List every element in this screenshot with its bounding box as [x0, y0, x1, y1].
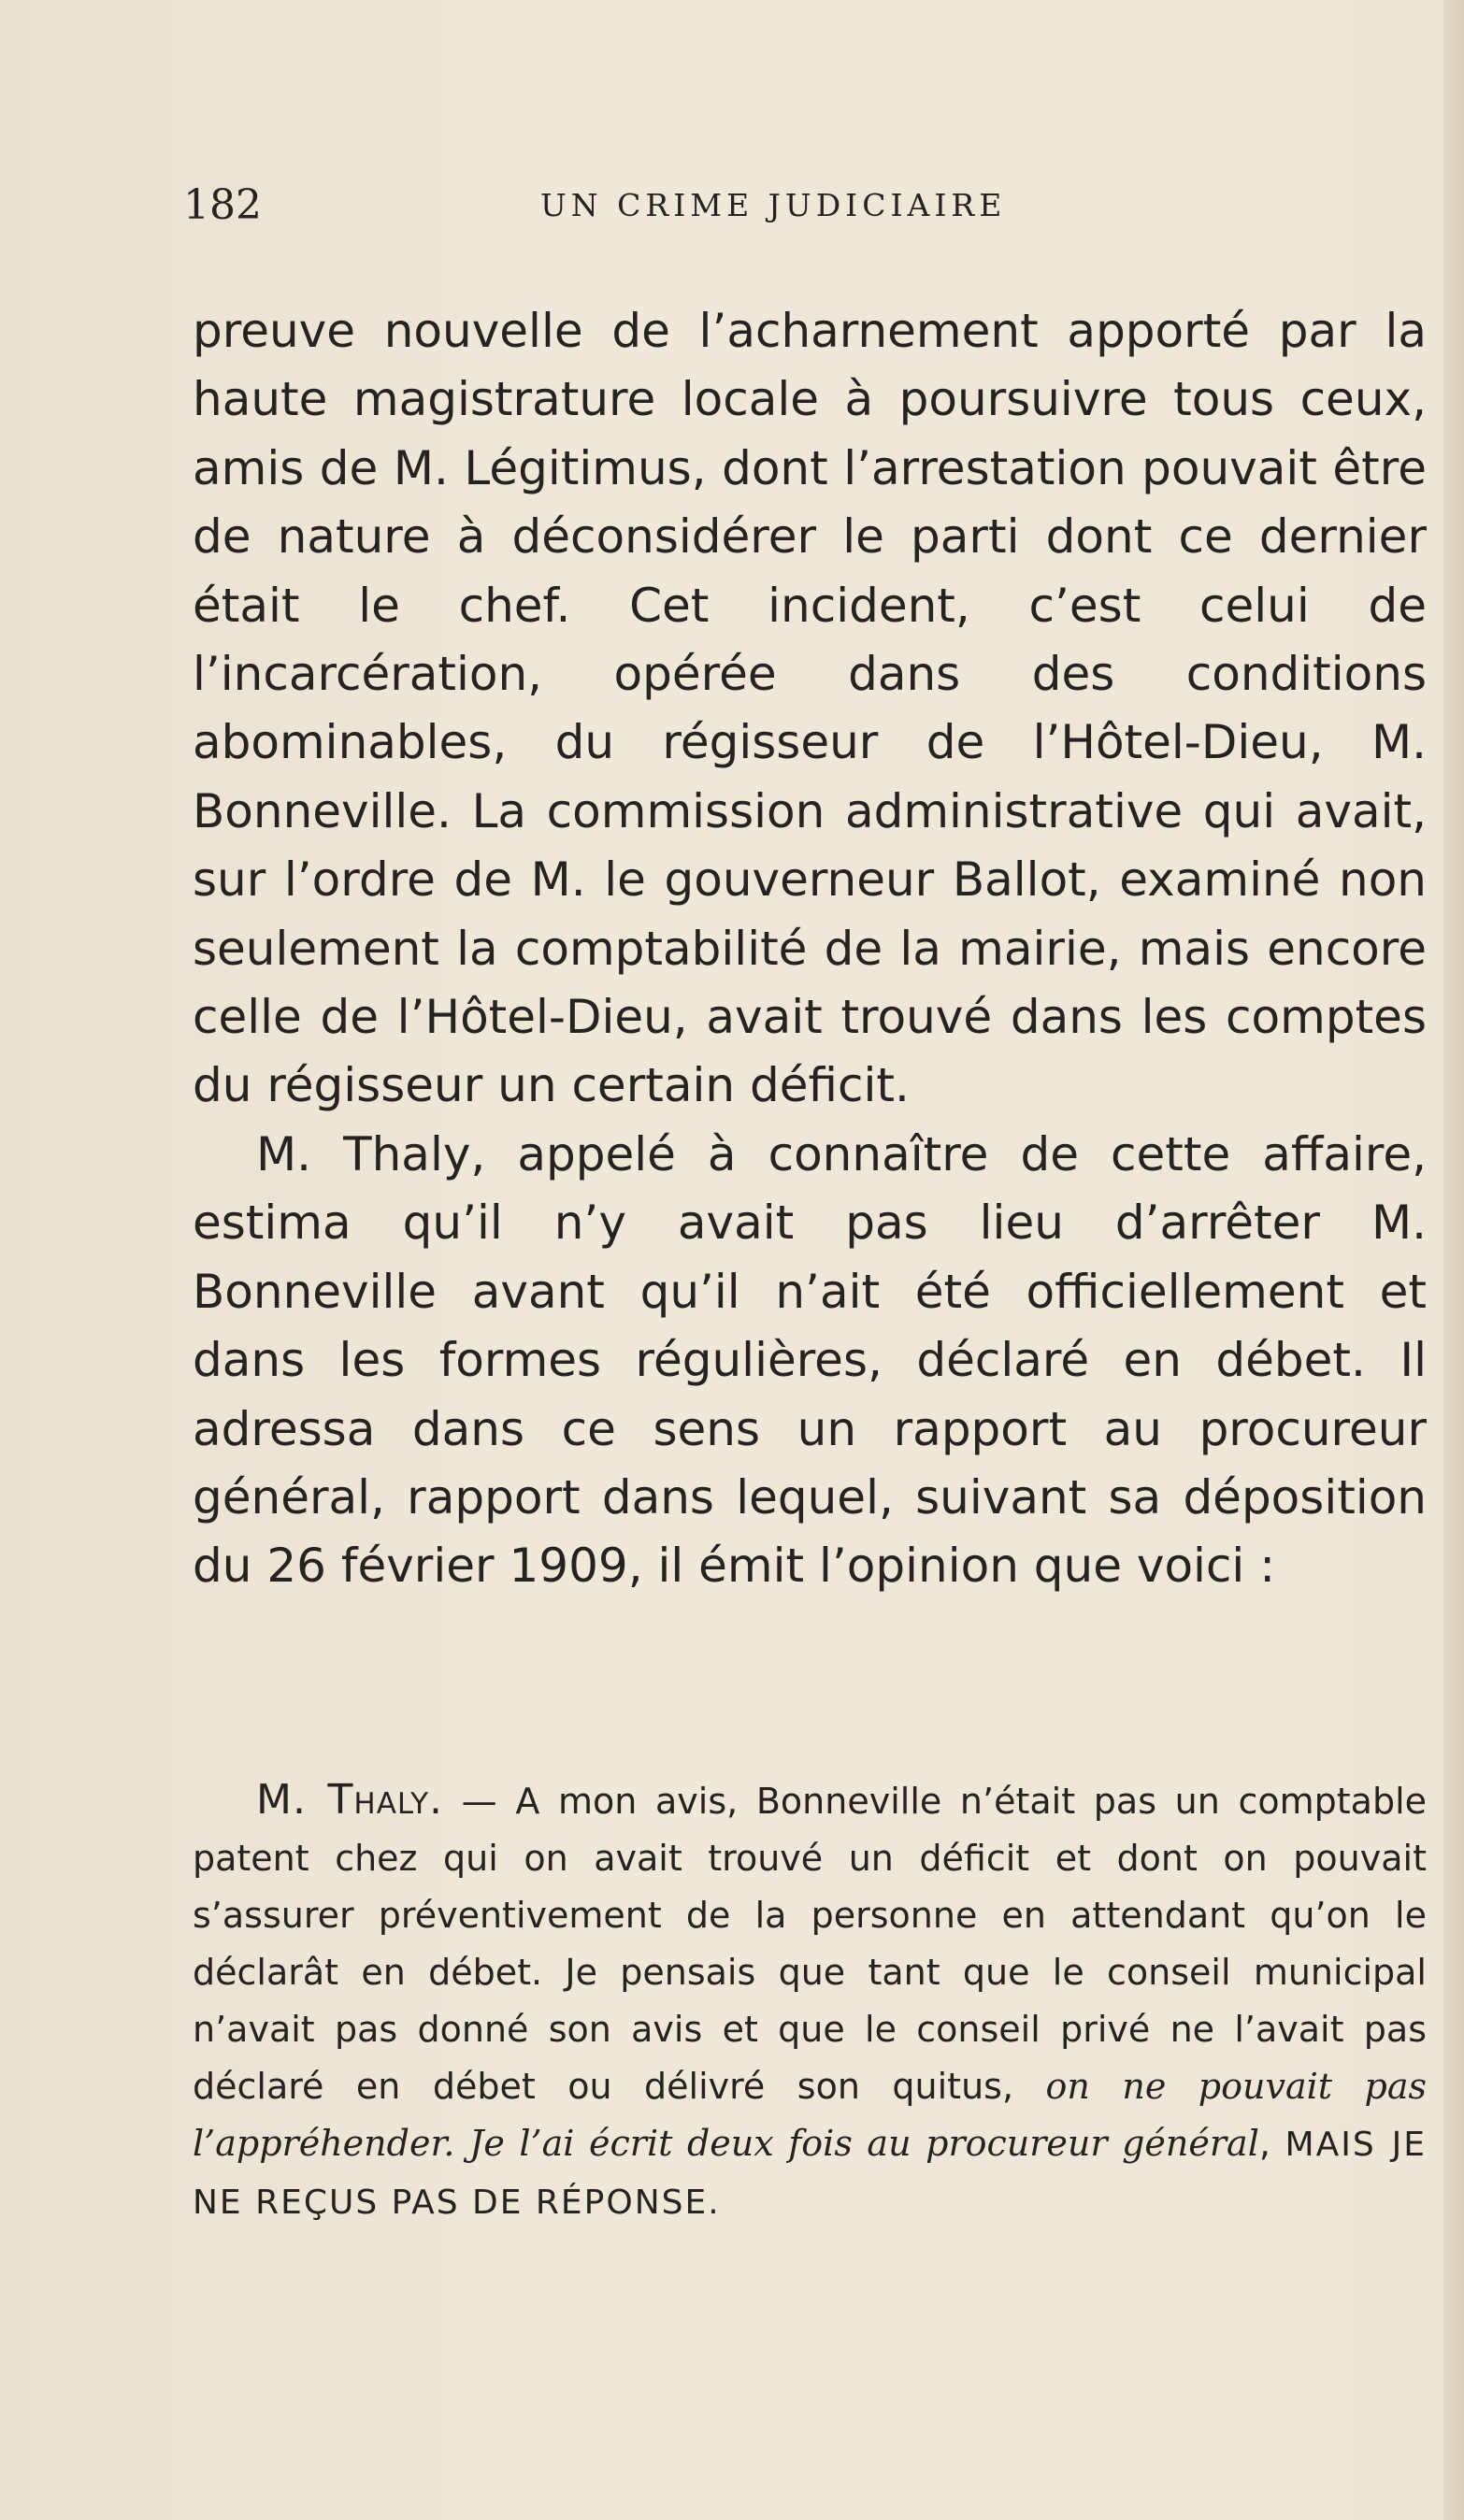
quote-small-caps-text: MAIS JE NE REÇUS PAS DE RÉPONSE.: [193, 2126, 1428, 2222]
running-title: UN CRIME JUDICIAIRE: [540, 187, 1007, 223]
running-head: [183, 168, 1389, 243]
paragraph: M. Thaly, appelé à connaître de cette affaire, estima qu’il n’y avait pas lieu d’arrêter M. Bonneville avant qu’il n’ait été officiellement et dans les formes régulières, déclaré en débet. Il adressa dans ce sens un rapport au procureur général, rapport dans lequel, suivant sa déposition du 26 février 1909, il émit l’opinion que voici :: [193, 1126, 1427, 1594]
quote-dash: —: [443, 1781, 516, 1822]
quote-speaker: M. Thaly.: [256, 1776, 443, 1824]
quote-italic-text: on ne pouvait pas l’appréhender. Je l’ai écrit deux fois au procureur général: [193, 2066, 1427, 2164]
quote-comma: ,: [1258, 2123, 1285, 2164]
page-number: 182: [183, 181, 262, 229]
quote-text: A mon avis, Bonneville n’était pas un comptable patent chez qui on avait trouvé un déficit et dont on pouvait s’assurer préventivement de la personne en attendant qu’on le déclarât en débet. Je pensais que tant que le conseil municipal n’avait pas donné son avis et que le conseil privé ne l’avait pas déclaré en débet ou délivré son quitus,: [193, 1781, 1428, 2107]
paragraph-continued: preuve nouvelle de l’acharnement apporté par la haute magistrature locale à poursuivre tous ceux, amis de M. Légitimus, dont l’arrestation pouvait être de nature à déconsidérer le parti dont ce dernier était le chef. Cet incident, c’est celui de l’incarcération, opérée dans des conditions abominables, du régisseur de l’Hôtel-Dieu, M. Bonneville. La commission administrative qui avait, sur l’ordre de M. le gouverneur Ballot, examiné non seulement la comptabilité de la mairie, mais encore celle de l’Hôtel-Dieu, avait trouvé dans les comptes du régisseur un certain déficit.: [193, 304, 1427, 1113]
page-edge: [1443, 0, 1464, 2520]
testimony-quote: [193, 1771, 1427, 2231]
body-text: [193, 297, 1427, 1601]
